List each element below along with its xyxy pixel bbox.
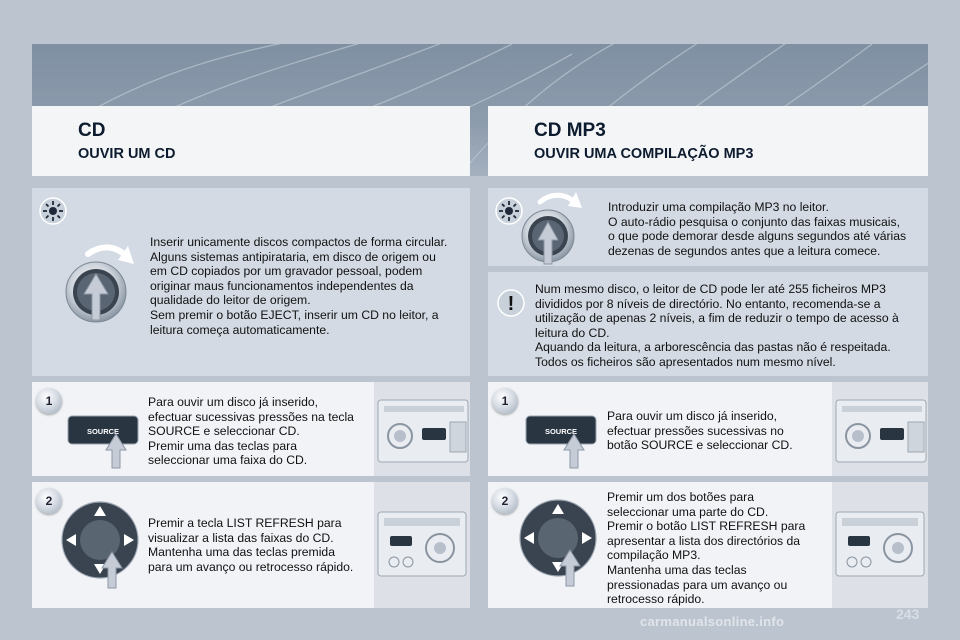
step-line: Premir uma das teclas para: [148, 438, 298, 453]
radio-unit-icon: [374, 482, 470, 608]
warning-symbol: !: [507, 293, 515, 315]
navigation-pad-icon: [56, 496, 146, 592]
radio-unit-image: [832, 382, 928, 476]
right-info-text: [608, 200, 906, 258]
left-info-line: originar maus funcionamentos independentes da: [150, 278, 414, 293]
step-line: visualizar a lista das faixas do CD.: [148, 530, 334, 545]
right-info-line: O auto-rádio pesquisa o conjunto das faixas musicais,: [608, 214, 900, 229]
source-button-label: SOURCE: [544, 427, 578, 436]
left-info-text: [150, 235, 447, 337]
step-line: efectuar pressões sucessivas no: [607, 423, 784, 438]
step-line: Para ouvir um disco já inserido,: [148, 395, 319, 409]
step-line: Mantenha uma das teclas: [607, 562, 747, 577]
radio-unit-image: [374, 382, 470, 476]
warning-line: Aquando da leitura, a arborescência das pastas não é respeitada.: [535, 340, 891, 355]
warning-line: utilização de apenas 2 níveis, a fim de reduzir o tempo de acesso à: [535, 311, 899, 326]
left-step1-panel: [32, 382, 470, 476]
right-section-title: CD MP3: [534, 120, 606, 141]
left-step1-text: [148, 395, 354, 468]
step-line: SOURCE e seleccionar CD.: [148, 424, 300, 439]
warning-icon: [496, 288, 526, 318]
source-button-icon: [60, 392, 148, 472]
right-step1-panel: [488, 382, 928, 476]
step-line: pressionadas para um avanço ou: [607, 577, 788, 592]
tip-sun-icon: [38, 196, 68, 226]
right-section-subtitle: OUVIR UMA COMPILAÇÃO MP3: [534, 146, 754, 162]
left-info-line: Alguns sistemas antipirataria, em disco de origem ou: [150, 249, 436, 264]
cd-insert-icon: [58, 240, 148, 330]
warning-line: divididos por 8 níveis de directório. No entanto, recomenda-se a: [535, 296, 881, 311]
left-info-line: Sem premir o botão EJECT, inserir um CD no leitor, a: [150, 307, 439, 322]
step-line: botão SOURCE e seleccionar CD.: [607, 438, 793, 453]
right-info-line: Introduzir uma compilação MP3 no leitor.: [608, 200, 829, 214]
source-button-icon: [518, 392, 606, 472]
left-info-panel: [32, 188, 470, 376]
source-button-label: SOURCE: [86, 427, 120, 436]
left-title-box: [32, 106, 470, 176]
step-line: Premir um dos botões para: [607, 490, 754, 504]
radio-unit-icon: [832, 482, 928, 608]
warning-line: Num mesmo disco, o leitor de CD pode ler até 255 ficheiros MP3: [535, 282, 886, 296]
left-section-subtitle: OUVIR UM CD: [78, 146, 176, 162]
page-number: 243: [896, 606, 920, 622]
cd-insert-icon: [516, 188, 596, 266]
step-line: Mantenha uma das teclas premida: [148, 545, 335, 560]
radio-unit-icon: [832, 382, 928, 476]
right-step2-panel: [488, 482, 928, 608]
watermark: carmanualsonline.info: [640, 614, 785, 629]
right-step2-text: [607, 490, 805, 607]
step-number-badge: 2: [36, 488, 62, 514]
radio-unit-icon: [374, 382, 470, 476]
right-info-line: o que pode demorar desde alguns segundos até várias: [608, 229, 907, 244]
right-info-panel: [488, 188, 928, 266]
left-info-line: leitura começa automaticamente.: [150, 322, 330, 337]
right-step1-text: [607, 409, 793, 453]
step-line: retrocesso rápido.: [607, 592, 705, 607]
left-info-line: qualidade do leitor de origem.: [150, 293, 311, 308]
left-section-title: CD: [78, 120, 106, 141]
step-line: seleccionar uma faixa do CD.: [148, 453, 308, 468]
left-step2-text: [148, 516, 353, 574]
right-info-line: dezenas de segundos antes que a leitura comece.: [608, 243, 881, 258]
right-title-box: [488, 106, 928, 176]
right-warning-text: [535, 282, 899, 370]
step-number-badge: 2: [492, 488, 518, 514]
step-number-badge: 1: [492, 388, 518, 414]
step-number-badge: 1: [36, 388, 62, 414]
left-step2-panel: [32, 482, 470, 608]
step-line: efectuar sucessivas pressões na tecla: [148, 409, 354, 424]
left-info-line: em CD copiados por um gravador pessoal, podem: [150, 264, 423, 279]
step-line: Para ouvir um disco já inserido,: [607, 409, 778, 423]
left-info-line: Inserir unicamente discos compactos de forma circular.: [150, 235, 448, 249]
step-line: para um avanço ou retrocesso rápido.: [148, 559, 354, 574]
navigation-pad-icon: [514, 494, 604, 590]
right-warning-panel: [488, 272, 928, 376]
radio-unit-image: [374, 482, 470, 608]
warning-line: leitura do CD.: [535, 325, 610, 340]
step-line: compilação MP3.: [607, 548, 701, 563]
radio-unit-image: [832, 482, 928, 608]
step-line: Premir a tecla LIST REFRESH para: [148, 516, 342, 530]
step-line: seleccionar uma parte do CD.: [607, 504, 769, 519]
warning-line: Todos os ficheiros são apresentados num mesmo nível.: [535, 354, 836, 369]
step-line: apresentar a lista dos directórios da: [607, 533, 801, 548]
step-line: Premir o botão LIST REFRESH para: [607, 519, 806, 534]
